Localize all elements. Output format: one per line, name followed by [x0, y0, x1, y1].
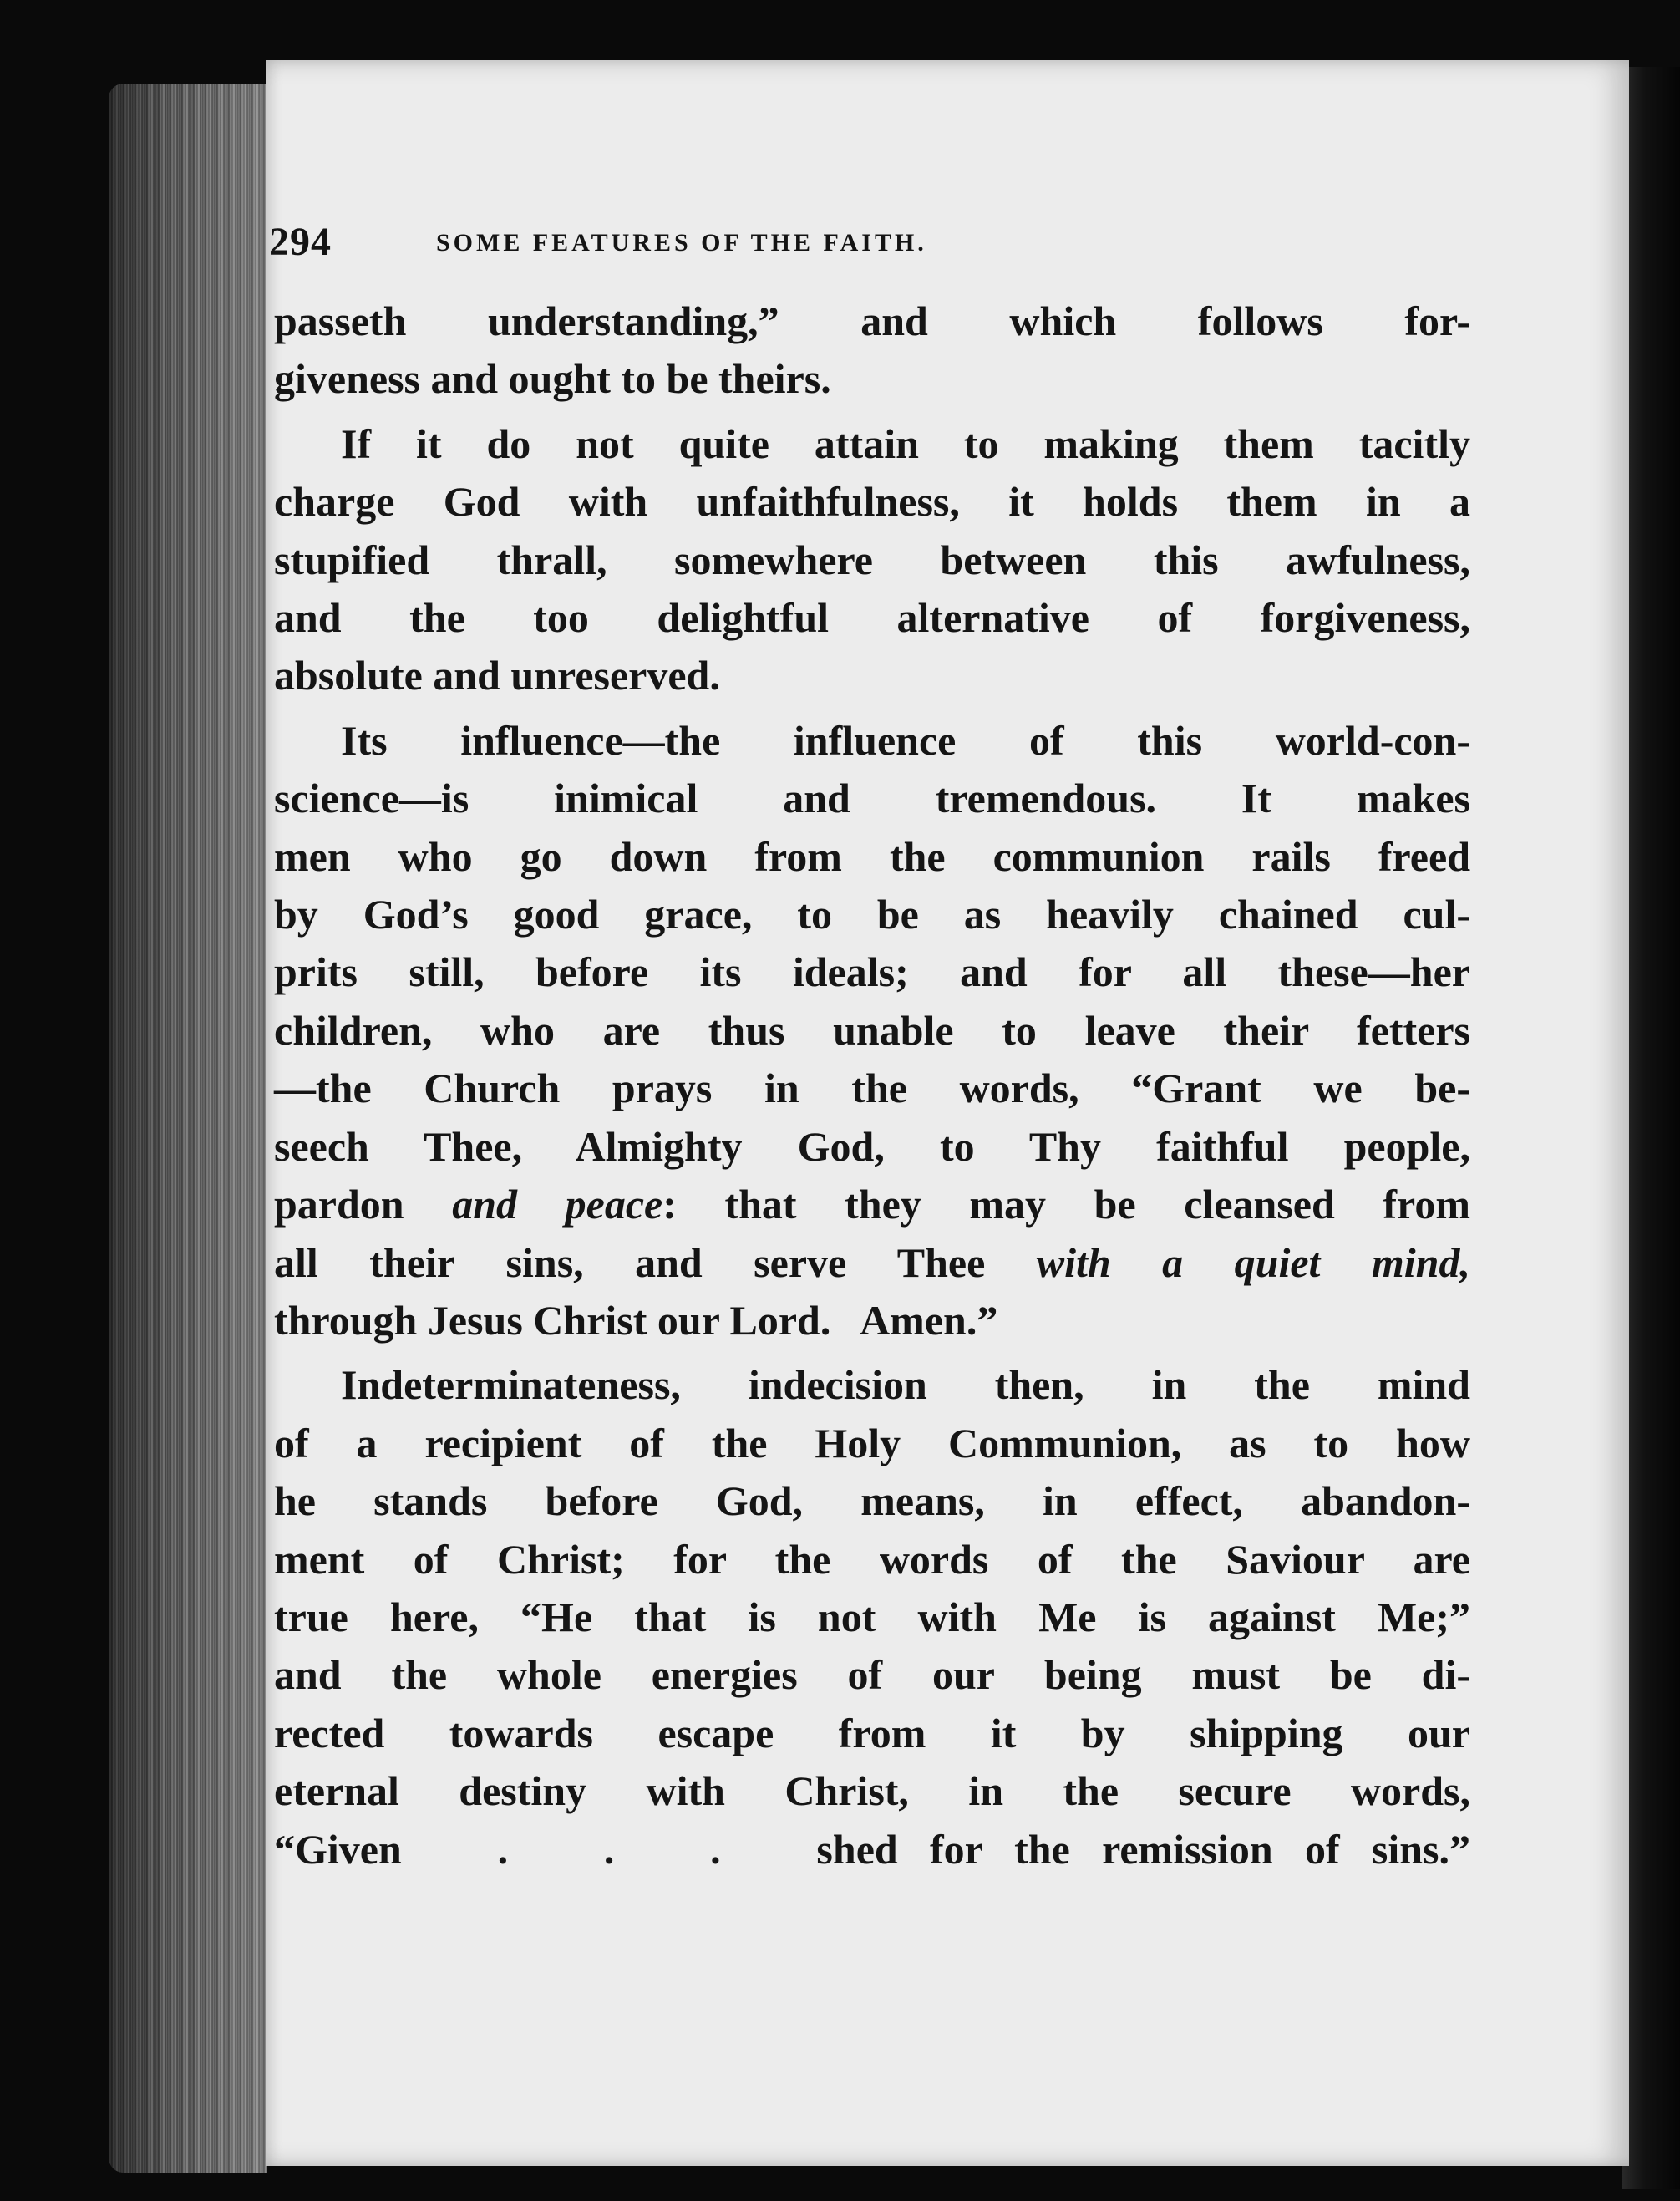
- text-line: “Given . . . shed for the remission of sins.”: [274, 1825, 1470, 1873]
- text-line: charge God with unfaithfulness, it holds them in a: [274, 478, 1470, 526]
- body-text: [274, 292, 1470, 1885]
- text-segment: all their sins, and serve Thee: [274, 1238, 1037, 1286]
- page-shadow-edge: [1622, 67, 1680, 2189]
- text-line: prits still, before its ideals; and for all these—her: [274, 948, 1470, 996]
- text-line: giveness and ought to be theirs.: [274, 355, 831, 403]
- text-line: [274, 1234, 1470, 1292]
- text-line: by God’s good grace, to be as heavily chained cul-: [274, 891, 1470, 938]
- text-line: Its influence—the influence of this world-con-: [341, 716, 1470, 764]
- text-line: absolute and unreserved.: [274, 652, 720, 699]
- paragraph-1: [274, 292, 1470, 409]
- paragraph-4: [274, 1356, 1470, 1878]
- text-segment: pardon: [274, 1181, 453, 1228]
- paragraph-2: [274, 415, 1470, 705]
- text-line: rected towards escape from it by shipping our: [274, 1709, 1470, 1756]
- running-header: [269, 219, 1301, 269]
- text-line: true here, “He that is not with Me is against Me;”: [274, 1593, 1470, 1640]
- text-segment: : that they may be cleansed from: [662, 1181, 1470, 1228]
- text-line: passeth understanding,” and which follows for-: [274, 297, 1470, 344]
- text-line: and the too delightful alternative of forgiveness,: [274, 594, 1470, 642]
- italic-phrase: with a quiet mind,: [1036, 1238, 1470, 1286]
- text-line: seech Thee, Almighty God, to Thy faithful people,: [274, 1122, 1470, 1170]
- text-line: eternal destiny with Christ, in the secure words,: [274, 1767, 1470, 1815]
- paragraph-3: [274, 712, 1470, 1350]
- text-line: —the Church prays in the words, “Grant we be-: [274, 1065, 1470, 1112]
- running-title: SOME FEATURES OF THE FAITH.: [436, 229, 927, 257]
- text-line: If it do not quite attain to making them tacitly: [341, 419, 1470, 467]
- book-fore-edge: [109, 84, 267, 2173]
- text-line: [274, 1176, 1470, 1233]
- text-line: children, who are thus unable to leave their fetters: [274, 1006, 1470, 1054]
- text-line: through Jesus Christ our Lord. Amen.”: [274, 1296, 998, 1344]
- text-line: ment of Christ; for the words of the Saviour are: [274, 1535, 1470, 1583]
- italic-phrase: and peace: [452, 1181, 663, 1228]
- text-line: of a recipient of the Holy Communion, as to how: [274, 1419, 1470, 1466]
- text-line: science—is inimical and tremendous. It makes: [274, 775, 1470, 822]
- text-line: Indeterminateness, indecision then, in the mind: [341, 1361, 1470, 1409]
- text-line: men who go down from the communion rails freed: [274, 832, 1470, 880]
- text-line: stupified thrall, somewhere between this awfulness,: [274, 536, 1470, 583]
- text-line: he stands before God, means, in effect, abandon-: [274, 1477, 1470, 1525]
- page-number: 294: [269, 220, 332, 264]
- text-line: and the whole energies of our being must be di-: [274, 1651, 1470, 1699]
